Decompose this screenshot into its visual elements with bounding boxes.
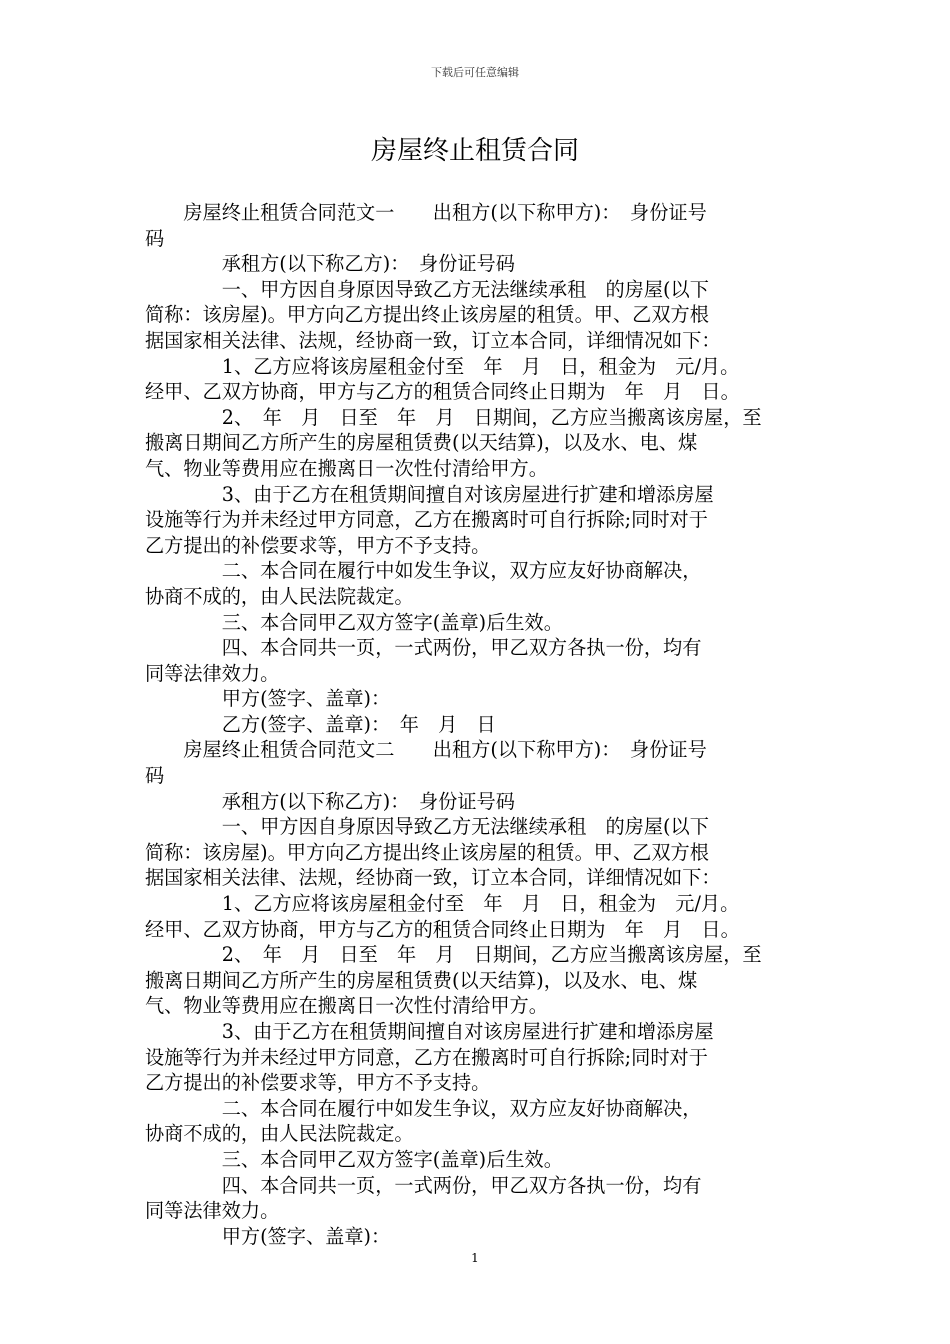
text-line: 3、由于乙方在租赁期间擅自对该房屋进行扩建和增添房屋 [145,482,714,506]
text-line: 协商不成的，由人民法院裁定。 [145,584,414,608]
text-line: 房屋终止租赁合同范文二 出租方(以下称甲方)： 身份证号 [145,738,707,762]
text-line: 乙方提出的补偿要求等，甲方不予支持。 [145,1071,491,1095]
text-line: 三、本合同甲乙双方签字(盖章)后生效。 [145,610,563,634]
text-line: 气、物业等费用应在搬离日一次性付清给甲方。 [145,456,548,480]
text-line: 同等法律效力。 [145,661,280,685]
text-line: 1、乙方应将该房屋租金付至 年 月 日，租金为 元/月。 [145,892,740,916]
text-line: 一、甲方因自身原因导致乙方无法继续承租 的房屋(以下 [145,277,709,301]
text-line: 二、本合同在履行中如发生争议，双方应友好协商解决， [145,1096,702,1120]
text-line: 码 [145,226,165,250]
text-line: 搬离日期间乙方所产生的房屋租赁费(以天结算)，以及水、电、煤 [145,968,698,992]
text-line: 甲方(签字、盖章)： [145,687,391,711]
text-line: 气、物业等费用应在搬离日一次性付清给甲方。 [145,994,548,1018]
text-line: 四、本合同共一页，一式两份，甲乙双方各执一份，均有 [145,636,702,660]
text-line: 设施等行为并未经过甲方同意，乙方在搬离时可自行拆除;同时对于 [145,508,708,532]
text-line: 据国家相关法律、法规，经协商一致，订立本合同，详细情况如下： [145,328,721,352]
text-line: 简称：该房屋)。甲方向乙方提出终止该房屋的租赁。甲、乙双方根 [145,303,709,327]
text-line: 房屋终止租赁合同范文一 出租方(以下称甲方)： 身份证号 [145,201,707,224]
text-line: 三、本合同甲乙双方签字(盖章)后生效。 [145,1147,563,1171]
text-line: 经甲、乙双方协商，甲方与乙方的租赁合同终止日期为 年 月 日。 [145,380,740,404]
text-line: 搬离日期间乙方所产生的房屋租赁费(以天结算)，以及水、电、煤 [145,431,698,455]
text-line: 经甲、乙双方协商，甲方与乙方的租赁合同终止日期为 年 月 日。 [145,917,740,941]
text-line: 协商不成的，由人民法院裁定。 [145,1122,414,1146]
text-line: 据国家相关法律、法规，经协商一致，订立本合同，详细情况如下： [145,866,721,890]
text-line: 码 [145,764,165,788]
text-line: 2、 年 月 日至 年 月 日期间，乙方应当搬离该房屋，至 [145,405,762,429]
text-line: 3、由于乙方在租赁期间擅自对该房屋进行扩建和增添房屋 [145,1020,714,1043]
text-line: 一、甲方因自身原因导致乙方无法继续承租 的房屋(以下 [145,815,709,839]
text-line: 2、 年 月 日至 年 月 日期间，乙方应当搬离该房屋，至 [145,943,762,967]
text-line: 乙方提出的补偿要求等，甲方不予支持。 [145,533,491,557]
text-line: 设施等行为并未经过甲方同意，乙方在搬离时可自行拆除;同时对于 [145,1045,708,1069]
text-line: 乙方(签字、盖章)： 年 月 日 [145,712,496,736]
page-number: 1 [471,1251,479,1265]
text-line: 简称：该房屋)。甲方向乙方提出终止该房屋的租赁。甲、乙双方根 [145,840,709,864]
header-note: 下载后可任意编辑 [431,66,519,79]
text-line: 1、乙方应将该房屋租金付至 年 月 日，租金为 元/月。 [145,354,740,378]
document-body [145,200,805,1249]
text-line: 四、本合同共一页，一式两份，甲乙双方各执一份，均有 [145,1173,702,1197]
text-line: 承租方(以下称乙方)： 身份证号码 [145,789,515,813]
text-line: 同等法律效力。 [145,1199,280,1223]
document-title: 房屋终止租赁合同 [370,136,579,166]
text-line: 甲方(签字、盖章)： [145,1224,391,1248]
text-line: 二、本合同在履行中如发生争议，双方应友好协商解决， [145,559,702,583]
text-line: 承租方(以下称乙方)： 身份证号码 [145,252,515,276]
